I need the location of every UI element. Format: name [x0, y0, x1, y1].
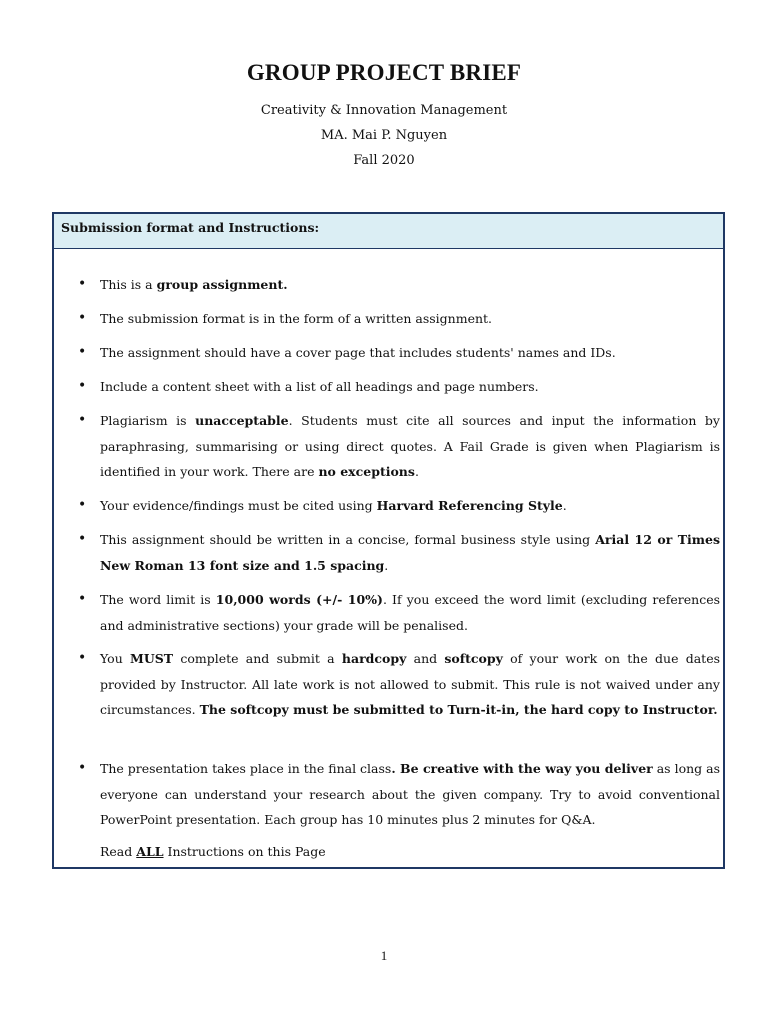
instruction-item-presentation: • The presentation takes place in the final class. Be creative with the way you deliver as long as everyone can understand your research about the given company. Try to avoid conventional PowerPoint presentation. Each group has 10 minutes plus 2 minutes for Q&A.: [100, 756, 720, 833]
page-number: 1: [380, 948, 388, 963]
term: Fall 2020: [353, 153, 415, 168]
read-all-line: Read ALL Instructions on this Page: [100, 844, 326, 859]
instruction-item-cover-page: • The assignment should have a cover page that includes students' names and IDs.: [100, 340, 720, 366]
instruction-item-word-limit: • The word limit is 10,000 words (+/- 10%). If you exceed the word limit (excluding references and administrative sections) your grade will be penalised.: [100, 587, 720, 638]
instructions-box: [52, 212, 725, 869]
instruction-item-content-sheet: • Include a content sheet with a list of all headings and page numbers.: [100, 374, 720, 400]
instruction-item-format: • The submission format is in the form of a written assignment.: [100, 306, 720, 332]
instructor-name: MA. Mai P. Nguyen: [320, 128, 448, 143]
instruction-item-plagiarism: • Plagiarism is unacceptable. Students must cite all sources and input the information by paraphrasing, summarising or using direct quotes. A Fail Grade is given when Plagiarism is identified in your work. There are no exceptions.: [100, 408, 720, 485]
course-name: Creativity & Innovation Management: [260, 103, 508, 118]
instruction-item-referencing: • Your evidence/findings must be cited using Harvard Referencing Style.: [100, 493, 720, 519]
instructions-heading: Submission format and Instructions:: [54, 214, 723, 249]
instruction-item-submission: • You MUST complete and submit a hardcopy and softcopy of your work on the due dates provided by Instructor. All late work is not allowed to submit. This rule is not waived under any circumstances. The softcopy must be submitted to Turn-it-in, the hard copy to Instructor.: [100, 646, 720, 723]
instruction-item-group: • This is a group assignment.: [100, 272, 720, 298]
instruction-item-style: • This assignment should be written in a concise, formal business style using Arial 12 or Times New Roman 13 font size and 1.5 spacing.: [100, 527, 720, 578]
page-title: GROUP PROJECT BRIEF: [246, 60, 522, 85]
